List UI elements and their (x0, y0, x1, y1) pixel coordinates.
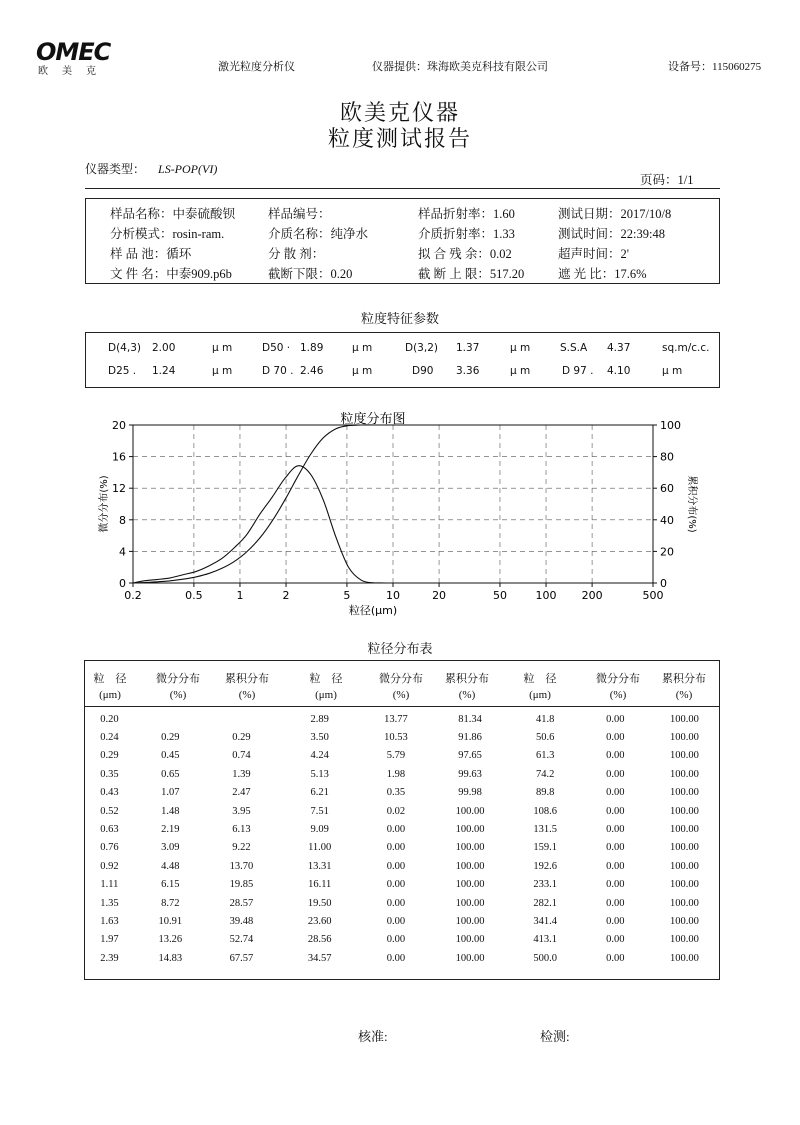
param-label: D50 · (262, 342, 291, 354)
table-cell: 0.00 (606, 897, 625, 909)
table-cell: 39.48 (229, 915, 254, 927)
table-cell: 19.50 (307, 897, 332, 909)
column-header-name: 粒 径 (309, 673, 343, 685)
table-row (84, 949, 718, 967)
table-cell: 500.0 (533, 952, 558, 964)
table-cell: 10.91 (158, 915, 183, 927)
logo-subtext: 欧美克 (38, 66, 110, 77)
table-cell: 16.11 (308, 879, 332, 891)
param-label: D(4,3) (108, 342, 141, 354)
y-right-tick-label: 100 (660, 419, 681, 432)
table-cell: 99.63 (458, 768, 482, 780)
table-row (84, 747, 718, 765)
param-value: 1.89 (300, 342, 324, 354)
table-row (84, 765, 718, 783)
y-left-tick-label: 0 (119, 577, 126, 590)
table-cell: 9.22 (232, 842, 251, 854)
table-cell: 100.00 (670, 934, 699, 946)
table-cell: 100.00 (670, 750, 699, 762)
y-right-tick-label: 60 (660, 482, 674, 496)
column-header-unit: (%) (169, 689, 187, 701)
table-cell: 0.00 (386, 952, 406, 964)
table-cell: 100.00 (670, 842, 699, 854)
table-cell: 0.00 (606, 879, 625, 891)
table-cell: 0.29 (232, 732, 251, 744)
table-cell: 3.50 (310, 732, 329, 744)
table-cell: 100.00 (455, 842, 485, 854)
table-cell: 0.00 (606, 768, 625, 780)
table-cell: 67.57 (229, 952, 254, 964)
table-cell: 100.00 (670, 787, 699, 799)
ultrasonic-time: 超声时间：2' (558, 247, 630, 261)
param-unit: μ m (352, 342, 373, 354)
table-cell: 159.1 (533, 842, 558, 854)
table-cell: 192.6 (533, 860, 558, 872)
column-header-name: 微分分布 (379, 673, 423, 685)
table-cell: 0.00 (606, 713, 625, 725)
table-cell: 100.00 (455, 934, 485, 946)
table-cell: 0.00 (606, 934, 625, 946)
table-cell: 100.00 (670, 805, 699, 817)
table-row (84, 839, 718, 857)
table-cell: 0.02 (386, 805, 406, 817)
table-cell: 100.00 (670, 824, 699, 836)
param-value: 1.24 (152, 365, 176, 377)
table-cell: 1.97 (100, 934, 119, 946)
table-cell: 0.29 (100, 750, 119, 762)
table-cell: 100.00 (670, 915, 699, 927)
table-cell: 0.00 (386, 915, 406, 927)
params-title: 粒度特征参数 (360, 311, 439, 326)
column-header (505, 671, 575, 703)
particle-size-chart (95, 405, 695, 620)
param-unit: μ m (662, 365, 683, 377)
column-header-name: 累积分布 (445, 673, 489, 685)
column-header-unit: (%) (458, 689, 476, 701)
report-company: 欧美克仪器 (339, 100, 460, 125)
table-cell: 0.00 (386, 934, 406, 946)
table-row (84, 784, 718, 802)
y-left-tick-label: 16 (112, 450, 126, 464)
table-cell: 28.57 (229, 897, 254, 909)
table-cell: 1.98 (386, 768, 406, 780)
table-cell: 0.45 (161, 750, 180, 762)
table-cell: 74.2 (536, 768, 555, 780)
table-cell: 0.00 (606, 805, 625, 817)
table-cell: 0.00 (606, 750, 625, 762)
x-tick-label: 0.2 (124, 589, 142, 602)
distribution-table (84, 710, 718, 967)
x-tick-label: 20 (432, 589, 447, 602)
table-cell: 0.00 (386, 897, 406, 909)
x-tick-label: 2 (282, 589, 290, 602)
table-cell: 13.26 (158, 934, 183, 946)
table-cell: 100.00 (455, 824, 485, 836)
table-cell: 89.8 (536, 787, 555, 799)
param-label: D 70 . (262, 365, 294, 377)
column-header-unit: (%) (392, 689, 410, 701)
table-cell: 6.21 (310, 787, 329, 799)
table-cell: 50.6 (536, 732, 555, 744)
column-header (432, 671, 502, 703)
obscuration: 遮 光 比：17.6% (558, 267, 647, 281)
table-cell: 99.98 (458, 787, 482, 799)
param-value: 4.10 (607, 365, 631, 377)
table-cell: 1.11 (100, 879, 119, 891)
table-cell: 61.3 (536, 750, 555, 762)
table-cell: 2.39 (100, 952, 119, 964)
table-cell (206, 710, 277, 728)
param-unit: μ m (212, 342, 233, 354)
column-header-name: 微分分布 (156, 673, 200, 685)
x-axis-label: 粒径(μm) (348, 604, 398, 617)
table-cell: 13.77 (384, 713, 408, 725)
table-cell: 0.63 (100, 824, 119, 836)
table-cell: 0.35 (386, 787, 406, 799)
param-value: 4.37 (607, 342, 631, 354)
table-cell: 28.56 (307, 934, 332, 946)
table-cell: 5.13 (310, 768, 329, 780)
table-cell: 0.29 (161, 732, 180, 744)
header-rule (85, 188, 720, 189)
table-cell: 0.35 (100, 768, 119, 780)
param-unit: μ m (212, 365, 233, 377)
table-cell: 91.86 (458, 732, 482, 744)
table-cell: 0.00 (606, 787, 625, 799)
table-cell: 0.00 (386, 824, 406, 836)
instrument-type (85, 160, 217, 177)
instrument-type-label: 仪器类型： (85, 162, 146, 176)
table-cell: 100.00 (455, 805, 485, 817)
param-label: S.S.A (560, 342, 588, 354)
param-unit: μ m (352, 365, 373, 377)
table-cell: 0.00 (606, 824, 625, 836)
x-tick-label: 1 (236, 589, 244, 602)
column-header (212, 671, 282, 703)
x-tick-label: 50 (492, 589, 507, 602)
table-header-rule (84, 706, 720, 707)
table-cell: 0.00 (386, 879, 406, 891)
table-cell: 9.09 (310, 824, 329, 836)
svg-text:OMEC: OMEC (36, 38, 111, 66)
table-cell: 7.51 (310, 805, 329, 817)
table-cell: 233.1 (533, 879, 558, 891)
table-cell: 5.79 (386, 750, 406, 762)
table-cell: 14.83 (158, 952, 183, 964)
table-cell: 0.24 (100, 732, 119, 744)
table-cell: 97.65 (458, 750, 482, 762)
table-cell: 3.95 (232, 805, 251, 817)
table-row (84, 912, 718, 930)
table-cell: 0.00 (606, 952, 625, 964)
table-row (84, 931, 718, 949)
table-cell: 0.43 (100, 787, 119, 799)
device-no: 设备号：115060275 (668, 61, 762, 73)
param-unit: μ m (510, 365, 531, 377)
table-cell: 2.89 (310, 713, 329, 725)
param-value: 1.37 (456, 342, 480, 354)
table-cell: 100.00 (670, 860, 699, 872)
column-header-unit: (μm) (315, 689, 337, 701)
param-label: D25 . (108, 365, 137, 377)
table-cell: 19.85 (229, 879, 254, 891)
reviewer-label: 核准: (358, 1029, 388, 1044)
table-cell: 131.5 (533, 824, 558, 836)
table-row (84, 820, 718, 838)
y-right-tick-label: 40 (660, 513, 674, 527)
table-cell: 1.07 (161, 787, 180, 799)
x-tick-label: 200 (581, 589, 603, 602)
differential-curve (133, 466, 387, 583)
file-name: 文 件 名：中泰909.p6b (110, 267, 232, 281)
table-cell: 3.09 (161, 842, 180, 854)
param-unit: μ m (510, 342, 531, 354)
param-value: 2.46 (300, 365, 324, 377)
table-cell: 13.31 (307, 860, 332, 872)
table-cell: 2.47 (232, 787, 251, 799)
report-title: 粒度测试报告 (327, 126, 472, 151)
medium-name: 介质名称：纯净水 (268, 227, 369, 241)
params-box (85, 332, 720, 388)
cumulative-curve (133, 425, 653, 583)
sample-name: 样品名称：中泰硫酸钡 (110, 207, 236, 221)
column-header-name: 累积分布 (662, 673, 706, 685)
column-header (291, 671, 361, 703)
param-value: 3.36 (456, 365, 480, 377)
table-cell: 4.24 (310, 750, 329, 762)
upper-cutoff: 截 断 上 限：517.20 (418, 267, 525, 281)
table-cell: 6.13 (232, 824, 251, 836)
param-label: D(3,2) (405, 342, 438, 354)
table-cell: 34.57 (307, 952, 332, 964)
param-label: D 97 . (562, 365, 594, 377)
table-cell: 2.19 (161, 824, 180, 836)
table-cell: 100.00 (455, 915, 485, 927)
test-date: 测试日期：2017/10/8 (558, 207, 672, 221)
column-header-name: 粒 径 (93, 673, 127, 685)
x-tick-label: 100 (535, 589, 557, 602)
instrument-type-value: LS-POP(VI) (158, 162, 218, 176)
column-header-name: 粒 径 (523, 673, 557, 685)
param-unit: sq.m/c.c. (662, 342, 710, 354)
table-cell: 0.00 (386, 860, 406, 872)
table-cell: 4.48 (161, 860, 180, 872)
table-cell: 0.00 (386, 842, 406, 854)
table-cell: 0.20 (100, 713, 119, 725)
table-cell: 81.34 (458, 713, 482, 725)
table-cell: 100.00 (670, 952, 699, 964)
param-label: D90 (412, 365, 434, 377)
table-cell: 100.00 (455, 952, 485, 964)
column-header (649, 671, 719, 703)
column-header (143, 671, 213, 703)
lower-cutoff: 截断下限：0.20 (268, 267, 353, 281)
table-cell: 1.48 (161, 805, 180, 817)
sample-id: 样品编号： (268, 207, 331, 221)
table-cell: 1.39 (232, 768, 251, 780)
test-time: 测试时间：22:39:48 (558, 227, 665, 241)
table-cell: 100.00 (455, 860, 485, 872)
y-left-tick-label: 8 (119, 513, 126, 527)
table-cell: 0.92 (100, 860, 119, 872)
page-number: 页码：1/1 (640, 173, 694, 187)
x-tick-label: 5 (343, 589, 351, 602)
fit-residual: 拟 合 残 余：0.02 (418, 247, 512, 261)
table-cell: 11.00 (308, 842, 332, 854)
table-cell: 100.00 (670, 879, 699, 891)
column-header (75, 671, 145, 703)
x-tick-label: 0.5 (185, 589, 203, 602)
column-header (583, 671, 653, 703)
y-right-tick-label: 80 (660, 450, 674, 464)
column-header-unit: (%) (675, 689, 693, 701)
analysis-mode: 分析模式：rosin-ram. (110, 227, 225, 241)
table-cell: 100.00 (670, 713, 699, 725)
sample-ri: 样品折射率：1.60 (418, 207, 515, 221)
table-cell: 0.74 (232, 750, 251, 762)
table-cell: 0.00 (606, 732, 625, 744)
y-right-axis-label: 累积分布(%) (686, 475, 697, 533)
param-value: 2.00 (152, 342, 176, 354)
table-cell: 282.1 (533, 897, 558, 909)
column-header-unit: (%) (238, 689, 256, 701)
table-row (84, 710, 718, 728)
table-cell: 100.00 (670, 732, 699, 744)
x-tick-label: 10 (386, 589, 400, 602)
table-cell: 6.15 (161, 879, 180, 891)
table-cell: 52.74 (229, 934, 254, 946)
table-cell: 100.00 (670, 768, 699, 780)
table-cell: 0.52 (100, 805, 119, 817)
dispersant: 分 散 剂： (268, 247, 325, 261)
table-cell: 1.63 (100, 915, 119, 927)
provider: 仪器提供：珠海欧美克科技有限公司 (372, 61, 548, 73)
column-header-unit: (μm) (99, 689, 121, 701)
table-cell: 108.6 (533, 805, 558, 817)
x-tick-label: 500 (642, 589, 664, 602)
column-header (366, 671, 436, 703)
y-left-axis-label: 微分分布(%) (99, 475, 110, 533)
table-cell: 8.72 (161, 897, 180, 909)
table-cell: 1.35 (100, 897, 119, 909)
table-cell: 0.00 (606, 842, 625, 854)
table-cell: 23.60 (307, 915, 332, 927)
medium-ri: 介质折射率：1.33 (418, 227, 515, 241)
table-row (84, 728, 718, 746)
table-cell: 0.00 (606, 915, 625, 927)
table-row (84, 802, 718, 820)
table-cell: 100.00 (455, 879, 485, 891)
table-title: 粒径分布表 (367, 641, 433, 656)
y-left-tick-label: 12 (112, 482, 126, 496)
column-header-unit: (μm) (529, 689, 551, 701)
table-cell: 10.53 (384, 732, 408, 744)
table-header (84, 671, 718, 705)
instrument-name: 激光粒度分析仪 (218, 61, 295, 73)
column-header-name: 微分分布 (596, 673, 640, 685)
y-right-tick-label: 20 (660, 545, 674, 559)
table-row (84, 857, 718, 875)
y-right-tick-label: 0 (660, 577, 667, 590)
table-cell: 413.1 (533, 934, 558, 946)
table-cell: 41.8 (536, 713, 555, 725)
table-cell (135, 710, 206, 728)
plot-frame (133, 425, 653, 583)
sample-cell: 样 品 池：循环 (110, 247, 192, 261)
column-header-unit: (%) (609, 689, 627, 701)
column-header-name: 累积分布 (225, 673, 269, 685)
y-left-tick-label: 20 (112, 419, 126, 432)
table-row (84, 876, 718, 894)
table-cell: 100.00 (670, 897, 699, 909)
chart-title: 粒度分布图 (340, 412, 406, 427)
table-cell: 0.00 (606, 860, 625, 872)
table-cell: 100.00 (455, 897, 485, 909)
table-cell: 341.4 (533, 915, 558, 927)
y-left-tick-label: 4 (119, 545, 126, 559)
tester-label: 检测: (540, 1029, 570, 1044)
table-cell: 0.76 (100, 842, 119, 854)
table-cell: 0.65 (161, 768, 180, 780)
table-row (84, 894, 718, 912)
table-cell: 13.70 (229, 860, 254, 872)
omec-logo (34, 38, 154, 78)
